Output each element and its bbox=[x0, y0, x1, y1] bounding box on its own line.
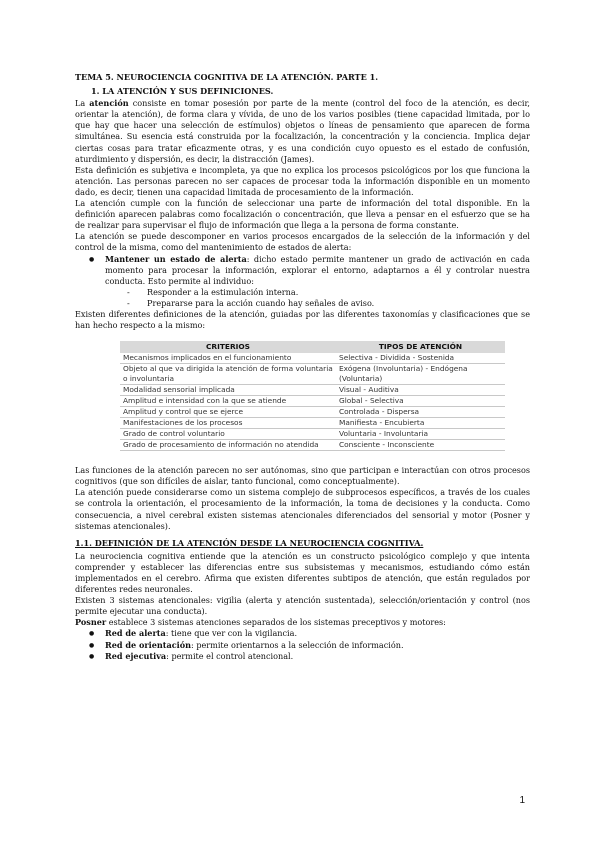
table-row: Amplitud e intensidad con la que se atiende Global - Selectiva bbox=[120, 396, 505, 407]
bullet-list-2 bbox=[75, 628, 530, 661]
page-number: 1 bbox=[519, 795, 525, 806]
table-row: Objeto al que va dirigida la atención de forma voluntaria o involuntaria Exógena (Involuntaria) - Endógena (Voluntaria) bbox=[120, 364, 505, 385]
paragraph-9: Existen 3 sistemas atencionales: vigilia (alerta y atención sustentada), selección/orientación y control (nos permite ejecutar una conducta). bbox=[75, 595, 530, 617]
table-header: CRITERIOS bbox=[120, 341, 336, 353]
paragraph-10: Posner establece 3 sistemas atenciones separados de los sistemas preceptivos y motores: bbox=[75, 617, 446, 628]
paragraph-2: Esta definición es subjetiva e incompleta, ya que no explica los procesos psicológicos por los que funciona la atención. Las personas parecen no ser capaces de procesar toda la información disponible en un momento dado, es decir, tienen una capacidad limitada de procesamiento de la información. bbox=[75, 164, 530, 197]
table-row: Grado de control voluntario Voluntaria - Involuntaria bbox=[120, 429, 505, 440]
list-item: ● Red ejecutiva: permite el control atencional. bbox=[75, 651, 530, 662]
list-item: ● Mantener un estado de alerta: dicho estado permite mantener un grado de activación en cada momento para procesar la información, explorar el entorno, adaptarnos a él y controlar nuestra conducta. Esto permite al individuo: bbox=[75, 254, 530, 287]
document-page bbox=[75, 72, 530, 662]
table-row: Amplitud y control que se ejerce Controlada - Dispersa bbox=[120, 407, 505, 418]
bullet-list-1 bbox=[75, 254, 530, 287]
list-item: - Responder a la estimulación interna. bbox=[75, 287, 530, 298]
paragraph-4: La atención se puede descomponer en varios procesos encargados de la selección de la información y del control de la misma, como del mantenimiento de estados de alerta: bbox=[75, 231, 530, 253]
list-item: - Prepararse para la acción cuando hay señales de aviso. bbox=[75, 298, 530, 309]
table-row: Modalidad sensorial implicada Visual - Auditiva bbox=[120, 385, 505, 396]
list-item: ● Red de orientación: permite orientarnos a la selección de información. bbox=[75, 640, 530, 651]
paragraph-7: La atención puede considerarse como un sistema complejo de subprocesos específicos, a través de los cuales se controla la orientación, el procesamiento de la información, la toma de decisiones y la conducta. Como consecuencia, a nivel cerebral existen sistemas atencionales diferenciados del sensorial y motor (Posner y sistemas atencionales). bbox=[75, 487, 530, 531]
paragraph-3: La atención cumple con la función de seleccionar una parte de información del total disponible. En la definición aparecen palabras como focalización o concentración, que lleva a pensar en el esfuerzo que se ha de realizar para supervisar el flujo de información que llega a la persona de forma constante. bbox=[75, 198, 530, 231]
subsection-heading: 1. LA ATENCIÓN Y SUS DEFINICIONES. bbox=[91, 86, 274, 97]
list-item: ● Red de alerta: tiene que ver con la vigilancia. bbox=[75, 628, 530, 639]
paragraph-5: Existen diferentes definiciones de la atención, guiadas por las diferentes taxonomías y clasificaciones que se han hecho respecto a la mismo: bbox=[75, 308, 530, 331]
paragraph-6: Las funciones de la atención parecen no ser autónomas, sino que participan e interactúan con otros procesos cognitivos (que son difíciles de aislar, tanto funcional, como conceptualmente). bbox=[75, 465, 530, 487]
paragraph-8: La neurociencia cognitiva entiende que la atención es un constructo psicológico complejo y que intenta comprender y establecer las diferencias entre sus subsistemas y mecanismos, estudiando cómo están implementados en el cerebro. Afirma que existen diferentes subtipos de atención, que están regulados por diferentes redes neuronales. bbox=[75, 550, 530, 595]
table-row: Grado de procesamiento de información no atendida Consciente - Inconsciente bbox=[120, 440, 505, 451]
criteria-table-wrap bbox=[120, 341, 530, 451]
doc-title: TEMA 5. NEUROCIENCIA COGNITIVA DE LA ATENCIÓN. PARTE 1. bbox=[75, 72, 379, 82]
table-row: Mecanismos implicados en el funcionamiento Selectiva - Dividida - Sostenida bbox=[120, 353, 505, 364]
dash-list bbox=[75, 287, 530, 309]
paragraph-1: La atención consiste en tomar posesión por parte de la mente (control del foco de la atención, es decir, orientar la atención), de forma clara y vívida, de uno de los varios posibles (tiene capacidad limitada, por lo que hay que hacer una selección de estímulos) objetos o líneas de pensamiento que aparecen de forma simultánea. Su esencia está construida por la focalización, la concentración y la conciencia. Implica dejar ciertas cosas para tratar eficazmente otras, y es una condición cuyo opuesto es el estado de confusión, aturdimiento y dispersión, es decir, la distracción (James). bbox=[75, 98, 530, 164]
section-heading: 1.1. DEFINICIÓN DE LA ATENCIÓN DESDE LA NEUROCIENCIA COGNITIVA. bbox=[75, 537, 424, 548]
criteria-table bbox=[120, 341, 505, 451]
table-header: TIPOS DE ATENCIÓN bbox=[336, 341, 505, 353]
table-header-row bbox=[120, 341, 505, 353]
table-row: Manifestaciones de los procesos Manifiesta - Encubierta bbox=[120, 418, 505, 429]
